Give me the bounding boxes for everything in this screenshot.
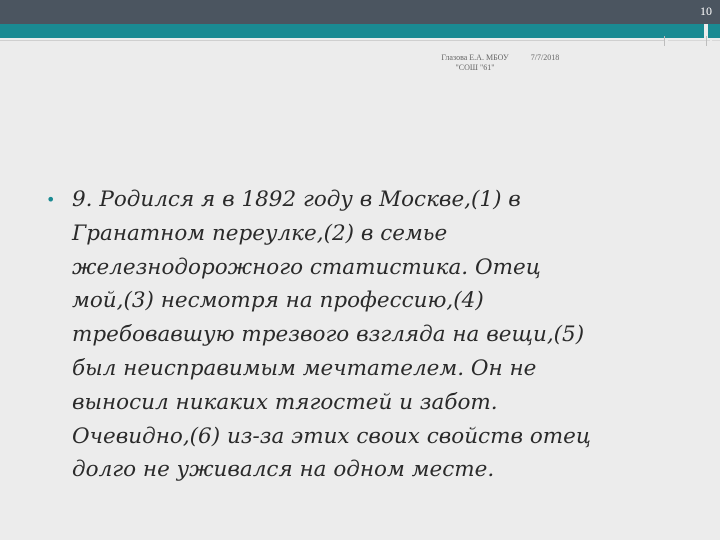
text-line: требовавшую трезвого взгляда на вещи,(5) (72, 322, 585, 348)
footer-date: 7/7/2018 (530, 53, 560, 62)
text-line: был неисправимым мечтателем. Он не (72, 355, 537, 381)
slide-body (44, 183, 694, 487)
divider-tick-right (706, 36, 707, 46)
footer-author (430, 53, 520, 73)
accent-bar (0, 24, 704, 38)
author-line-1: Глазова Е.А. МБОУ (441, 53, 509, 62)
text-line: Гранатном переулке,(2) в семье (72, 220, 448, 246)
divider-tick (664, 36, 665, 46)
top-bar (0, 0, 720, 24)
text-line: выносил никаких тягостей и забот. (72, 389, 498, 415)
bullet-icon: • (46, 190, 56, 209)
accent-bar-right (708, 24, 720, 38)
text-line: Очевидно,(6) из-за этих своих свойств отец (72, 423, 591, 449)
divider-line (0, 40, 665, 41)
text-line: долго не уживался на одном месте. (72, 457, 495, 483)
page-number: 10 (700, 4, 712, 18)
text-line: мой,(3) несмотря на профессию,(4) (72, 288, 484, 314)
text-line: железнодорожного статистика. Отец (72, 254, 541, 280)
author-line-2: "СОШ "61" (455, 63, 495, 72)
bullet-item (44, 183, 694, 487)
text-line: 9. Родился я в 1892 году в Москве,(1) в (72, 187, 521, 212)
divider-line-right (668, 40, 710, 41)
divider-line-end (712, 40, 720, 41)
